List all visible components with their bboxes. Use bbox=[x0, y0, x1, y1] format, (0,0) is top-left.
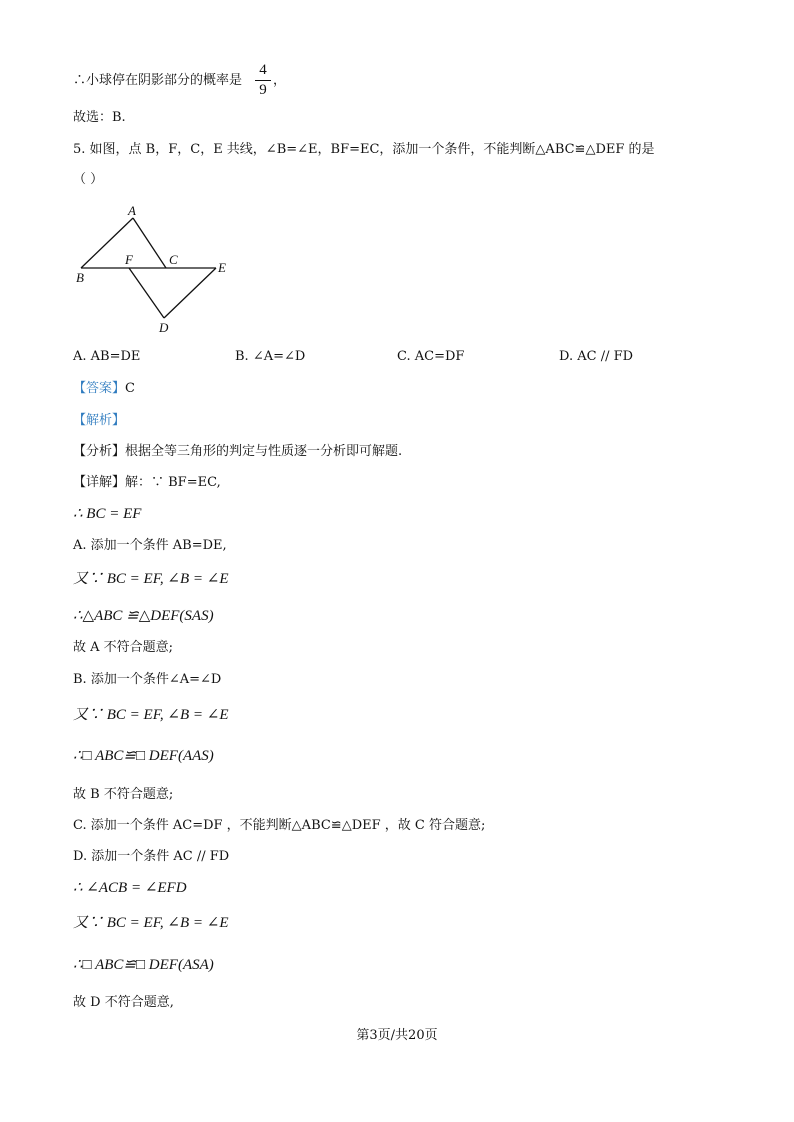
probability-conclusion bbox=[73, 72, 242, 90]
option-b-condition: B. 添加一个条件∠A=∠D bbox=[73, 672, 222, 687]
triangle-figure bbox=[70, 200, 250, 340]
conclusion-suffix: ， bbox=[273, 73, 287, 88]
option-a-condition: A. 添加一个条件 AB=DE, bbox=[73, 538, 227, 553]
option-c-line: C. 添加一个条件 AC=DF ，不能判断△ABC≌△DEF ，故 C 符合题意; bbox=[73, 818, 486, 833]
math-asa: ∴□ ABC≌□ DEF(ASA) bbox=[73, 957, 214, 973]
answer-tag: 【答案】 bbox=[73, 381, 126, 396]
segment-ac bbox=[133, 218, 166, 268]
math-given-d: 又∵ BC = EF, ∠B = ∠E bbox=[73, 915, 229, 931]
answer-value: C bbox=[125, 381, 135, 396]
segment-de bbox=[164, 268, 216, 318]
label-e: E bbox=[218, 260, 226, 275]
conclusion-text: ∴小球停在阴影部分的概率是 bbox=[73, 73, 243, 88]
segment-fd bbox=[129, 268, 164, 318]
option-c: C. AC=DF bbox=[397, 349, 465, 364]
option-a: A. AB=DE bbox=[73, 349, 141, 364]
option-d-result: 故 D 不符合题意, bbox=[73, 995, 174, 1010]
math-given-b: 又∵ BC = EF, ∠B = ∠E bbox=[73, 707, 229, 723]
label-d: D bbox=[159, 320, 169, 335]
option-b: B. ∠A=∠D bbox=[235, 349, 306, 364]
xiangjie-line: 【详解】解：∵ BF=EC, bbox=[73, 475, 221, 490]
math-bc-ef: ∴ BC = EF bbox=[73, 506, 142, 522]
math-given-a: 又∵ BC = EF, ∠B = ∠E bbox=[73, 571, 229, 587]
label-f: F bbox=[125, 252, 133, 267]
option-d: D. AC // FD bbox=[559, 349, 634, 364]
option-d-condition: D. 添加一个条件 AC // FD bbox=[73, 849, 230, 864]
choice-line: 故选：B. bbox=[73, 110, 126, 125]
label-a: A bbox=[128, 203, 136, 218]
question-5-paren: （ ） bbox=[73, 172, 104, 187]
label-c: C bbox=[169, 252, 178, 267]
fraction-4-9 bbox=[255, 62, 271, 99]
math-sas: ∴△ABC ≌△DEF(SAS) bbox=[73, 608, 214, 624]
fraction-numerator: 4 bbox=[259, 62, 267, 78]
question-5-stem: 5. 如图，点 B，F，C，E 共线，∠B=∠E，BF=EC，添加一个条件，不能判断△ABC≌△DEF 的是 bbox=[73, 142, 655, 157]
label-b: B bbox=[76, 270, 84, 285]
fenxi-line: 【分析】根据全等三角形的判定与性质逐一分析即可解题. bbox=[73, 444, 403, 459]
answer-line bbox=[73, 380, 135, 398]
analysis-tag: 【解析】 bbox=[73, 413, 126, 428]
math-angle-acb: ∴ ∠ACB = ∠EFD bbox=[73, 880, 187, 896]
option-b-result: 故 B 不符合题意; bbox=[73, 787, 174, 802]
page-footer: 第3页/共20页 bbox=[356, 1028, 438, 1043]
option-a-result: 故 A 不符合题意; bbox=[73, 640, 174, 655]
math-aas: ∴□ ABC≌□ DEF(AAS) bbox=[73, 748, 214, 764]
fraction-bar bbox=[255, 80, 271, 81]
fraction-denominator: 9 bbox=[259, 82, 267, 98]
